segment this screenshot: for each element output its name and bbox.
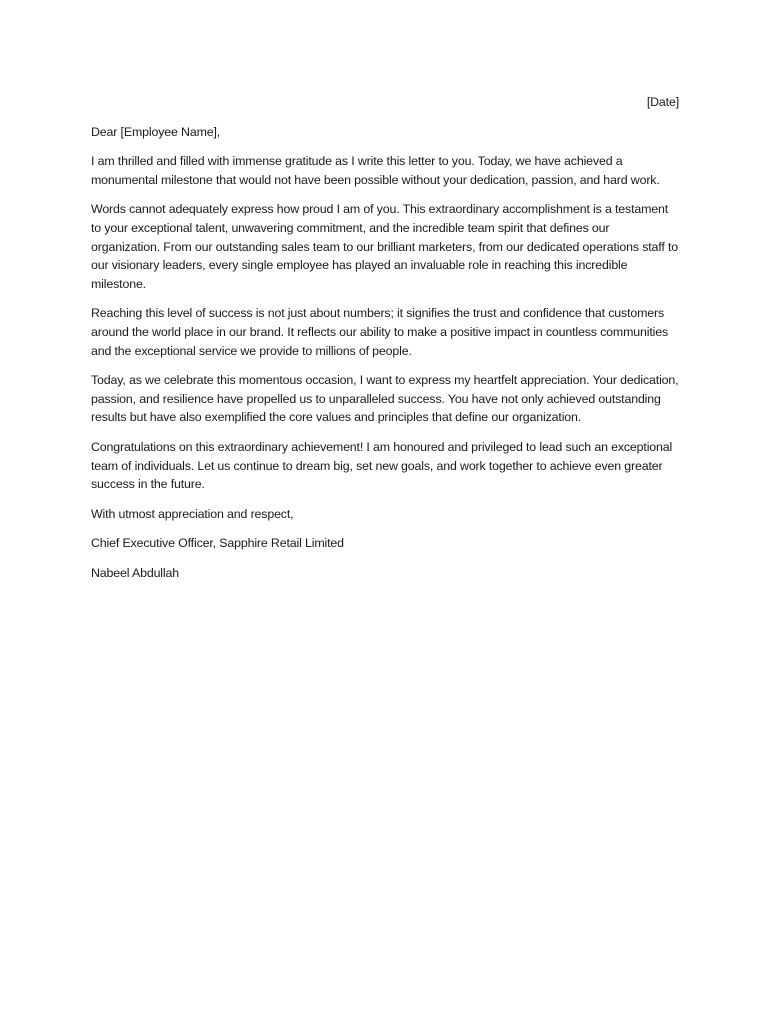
signature-name: Nabeel Abdullah (91, 565, 179, 580)
paragraph-success: Reaching this level of success is not just about numbers; it signifies the trust and confidence that customers around the world place in our brand. It reflects our ability to make a positive impact in countless communities and the exceptional service we provide to millions of people. (91, 306, 669, 358)
paragraph-congratulations: Congratulations on this extraordinary achievement! I am honoured and privileged to lead such an exceptional team of individuals. Let us continue to dream big, set new goals, and work together to achieve even greater success in the future. (91, 439, 673, 492)
paragraph-appreciation: Today, as we celebrate this momentous occasion, I want to express my heartfelt appreciation. Your dedication, passion, and resilience have propelled us to unparalleled success. You have not only achieved outstanding results but have also exemplified the core values and principles that define our organization. (91, 373, 679, 425)
paragraph-gratitude: I am thrilled and filled with immense gratitude as I write this letter to you. Today, we have achieved a monumental milestone that would not have been possible without your dedication, passion, and hard work. (91, 154, 660, 187)
letter-salutation: Dear [Employee Name], (91, 124, 221, 139)
letter-date: [Date] (646, 95, 679, 109)
signature-title: Chief Executive Officer, Sapphire Retail Limited (91, 536, 344, 551)
paragraph-pride: Words cannot adequately express how proud I am of you. This extraordinary accomplishment is a testament to your exceptional talent, unwavering commitment, and the incredible team spirit that defines our organization. From our outstanding sales team to our brilliant marketers, from our dedicated operations staff to our visionary leaders, every single employee has played an invaluable role in reaching this incredible milestone. (91, 202, 678, 291)
letter-body (91, 93, 679, 582)
letter-closing: With utmost appreciation and respect, (91, 506, 294, 521)
